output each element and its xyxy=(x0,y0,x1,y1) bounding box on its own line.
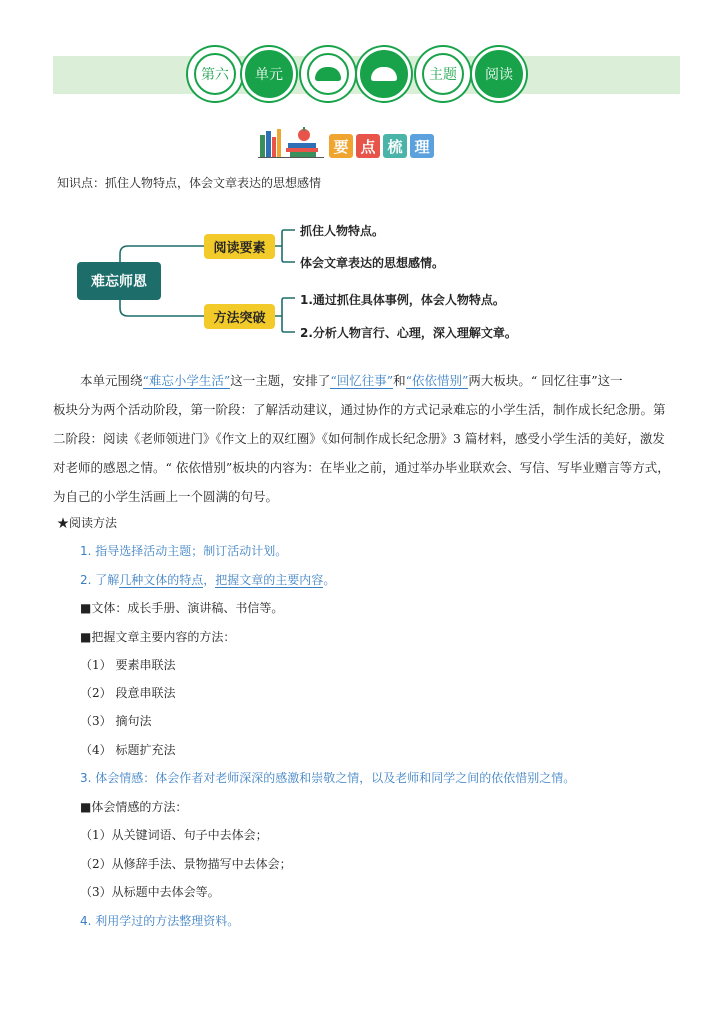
banner-circle-unit-number: 第六 xyxy=(188,47,242,101)
feel-item: （1）从关键词语、句子中去体会； xyxy=(80,828,268,842)
intro-paragraph xyxy=(53,366,693,511)
section-title-char-4: 理 xyxy=(410,134,434,158)
mindmap-leaf: 体会文章表达的思想感情。 xyxy=(300,256,445,270)
knowledge-point: 知识点：抓住人物特点，体会文章表达的思想感情 xyxy=(57,176,322,190)
banner-circle-unit: 单元 xyxy=(242,47,296,101)
mindmap-leaf: 2.分析人物言行、心理，深入理解文章。 xyxy=(300,326,517,340)
banner-circle-reading: 阅读 xyxy=(472,47,526,101)
underlined-phrase: 把握文章的主要内容 xyxy=(215,573,324,587)
underlined-phrase: 几种文体的特点 xyxy=(119,573,204,587)
genre-note: ■文体：成长手册、演讲稿、书信等。 xyxy=(80,601,284,615)
feel-heading: ■体会情感的方法： xyxy=(80,800,188,814)
method-1: 1. 指导选择活动主题；制订活动计划。 xyxy=(80,544,288,558)
intro-line: 二阶段：阅读《老师领进门》《作文上的双红圈》《如何制作成长纪念册》3 篇材料，感受小学生活的美好，激发 xyxy=(53,431,665,446)
quote-link: “依依惜别” xyxy=(405,373,469,388)
intro-line: 板块分为两个活动阶段，第一阶段：了解活动建议，通过协作的方式记录难忘的小学生活，制作成长纪念册。第 xyxy=(53,402,666,417)
method-2: 2. 了解几种文体的特点，把握文章的主要内容。 xyxy=(80,573,336,587)
methods-heading: ★阅读方法 xyxy=(57,516,118,530)
intro-line: 为自己的小学生活画上一个圆满的句号。 xyxy=(53,489,279,504)
grasp-item: （3） 摘句法 xyxy=(80,714,152,728)
mindmap-leaf: 抓住人物特点。 xyxy=(300,224,385,238)
mindmap-branch-reading-elements: 阅读要素 xyxy=(204,234,275,259)
grasp-heading: ■把握文章主要内容的方法： xyxy=(80,630,236,644)
intro-line: 本单元围绕“难忘小学生活”这一主题，安排了“回忆往事”和“依依惜别”两大板块。“ 回忆往事”这一 xyxy=(80,373,623,388)
feel-item: （2）从修辞手法、景物描写中去体会； xyxy=(80,857,292,871)
grasp-item: （1） 要素串联法 xyxy=(80,658,176,672)
mindmap-root: 难忘师恩 xyxy=(77,262,161,300)
grasp-item: （4） 标题扩充法 xyxy=(80,743,176,757)
intro-line: 对老师的感恩之情。“ 依依惜别”板块的内容为：在毕业之前，通过举办毕业联欢会、写信、写毕业赠言等方式， xyxy=(53,460,670,475)
section-title-char-2: 点 xyxy=(356,134,380,158)
quote-link: “难忘小学生活” xyxy=(142,373,231,388)
mindmap-branch-method: 方法突破 xyxy=(204,304,275,329)
section-title-char-3: 梳 xyxy=(383,134,407,158)
section-title-char-1: 要 xyxy=(329,134,353,158)
feel-item: （3）从标题中去体会等。 xyxy=(80,885,220,899)
method-3: 3. 体会情感：体会作者对老师深深的感激和崇敬之情，以及老师和同学之间的依依惜别之情。 xyxy=(80,771,576,785)
quote-link: “回忆往事” xyxy=(330,373,394,388)
banner-circle-theme: 主题 xyxy=(416,47,470,101)
method-4: 4. 利用学过的方法整理资料。 xyxy=(80,914,240,928)
mindmap-leaf: 1.通过抓住具体事例，体会人物特点。 xyxy=(300,293,505,307)
grasp-item: （2） 段意串联法 xyxy=(80,686,176,700)
